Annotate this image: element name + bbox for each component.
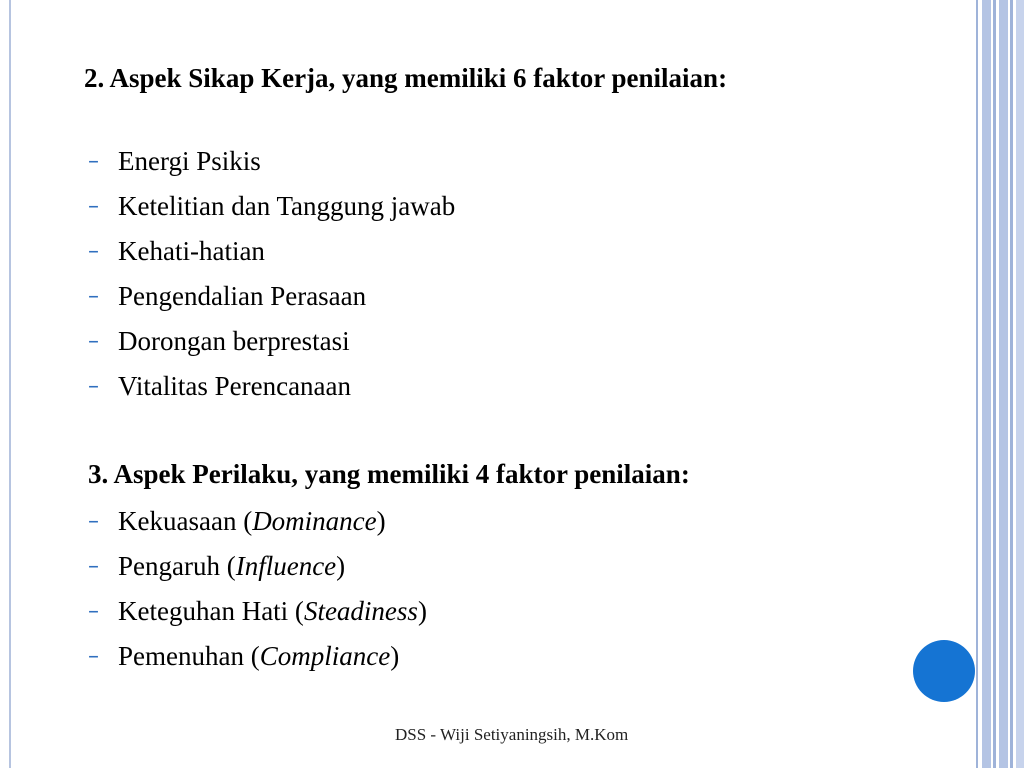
dash-bullet-icon: –: [88, 149, 99, 174]
list-item-label: Vitalitas Perencanaan: [118, 371, 352, 401]
list-item: [84, 545, 427, 590]
stripe: [982, 0, 991, 768]
dash-bullet-icon: –: [88, 509, 99, 534]
stripe: [999, 0, 1008, 768]
section-2-heading: 2. Aspek Sikap Kerja, yang memiliki 6 faktor penilaian:: [84, 63, 728, 93]
dash-bullet-icon: –: [88, 554, 99, 579]
dash-bullet-icon: –: [88, 284, 99, 309]
decorative-stripes: [976, 0, 1024, 768]
list-item-label: Pemenuhan (: [118, 641, 260, 671]
list-item: [84, 590, 427, 635]
list-item-label: Keteguhan Hati (: [118, 596, 304, 626]
list-item-label: Kekuasaan (: [118, 506, 253, 536]
dash-bullet-icon: –: [88, 239, 99, 264]
list-item-term: Steadiness: [303, 596, 418, 626]
section-3-list: [84, 500, 427, 680]
list-item: [84, 185, 455, 230]
list-item-term: Dominance: [252, 506, 377, 536]
section-3-heading: 3. Aspek Perilaku, yang memiliki 4 faktor penilaian:: [88, 459, 690, 489]
list-item-label: Dorongan berprestasi: [118, 326, 350, 356]
list-item: [84, 320, 455, 365]
slide-footer: DSS - Wiji Setiyaningsih, M.Kom: [395, 725, 629, 744]
dash-bullet-icon: –: [88, 644, 99, 669]
list-item-label: Kehati-hatian: [118, 236, 265, 266]
list-item-label: Energi Psikis: [118, 146, 261, 176]
list-item-close: ): [390, 641, 400, 671]
list-item-close: ): [417, 596, 427, 626]
dash-bullet-icon: –: [88, 374, 99, 399]
stripe: [1010, 0, 1013, 768]
list-item-term: Compliance: [259, 641, 391, 671]
list-item-label: Ketelitian dan Tanggung jawab: [118, 191, 456, 221]
list-item: [84, 230, 455, 275]
list-item-close: ): [336, 551, 346, 581]
list-item: [84, 275, 455, 320]
stripe: [1016, 0, 1024, 768]
list-item-label: Pengendalian Perasaan: [118, 281, 367, 311]
decorative-circle: [913, 640, 975, 702]
list-item-close: ): [376, 506, 386, 536]
list-item-term: Influence: [235, 551, 337, 581]
left-frame-line: [9, 0, 11, 768]
dash-bullet-icon: –: [88, 599, 99, 624]
list-item: [84, 635, 427, 680]
stripe: [976, 0, 978, 768]
dash-bullet-icon: –: [88, 194, 99, 219]
list-item-label: Pengaruh (: [118, 551, 236, 581]
list-item: [84, 365, 455, 410]
list-item: [84, 500, 427, 545]
section-2-list: [84, 140, 455, 410]
dash-bullet-icon: –: [88, 329, 99, 354]
list-item: [84, 140, 455, 185]
stripe: [993, 0, 996, 768]
